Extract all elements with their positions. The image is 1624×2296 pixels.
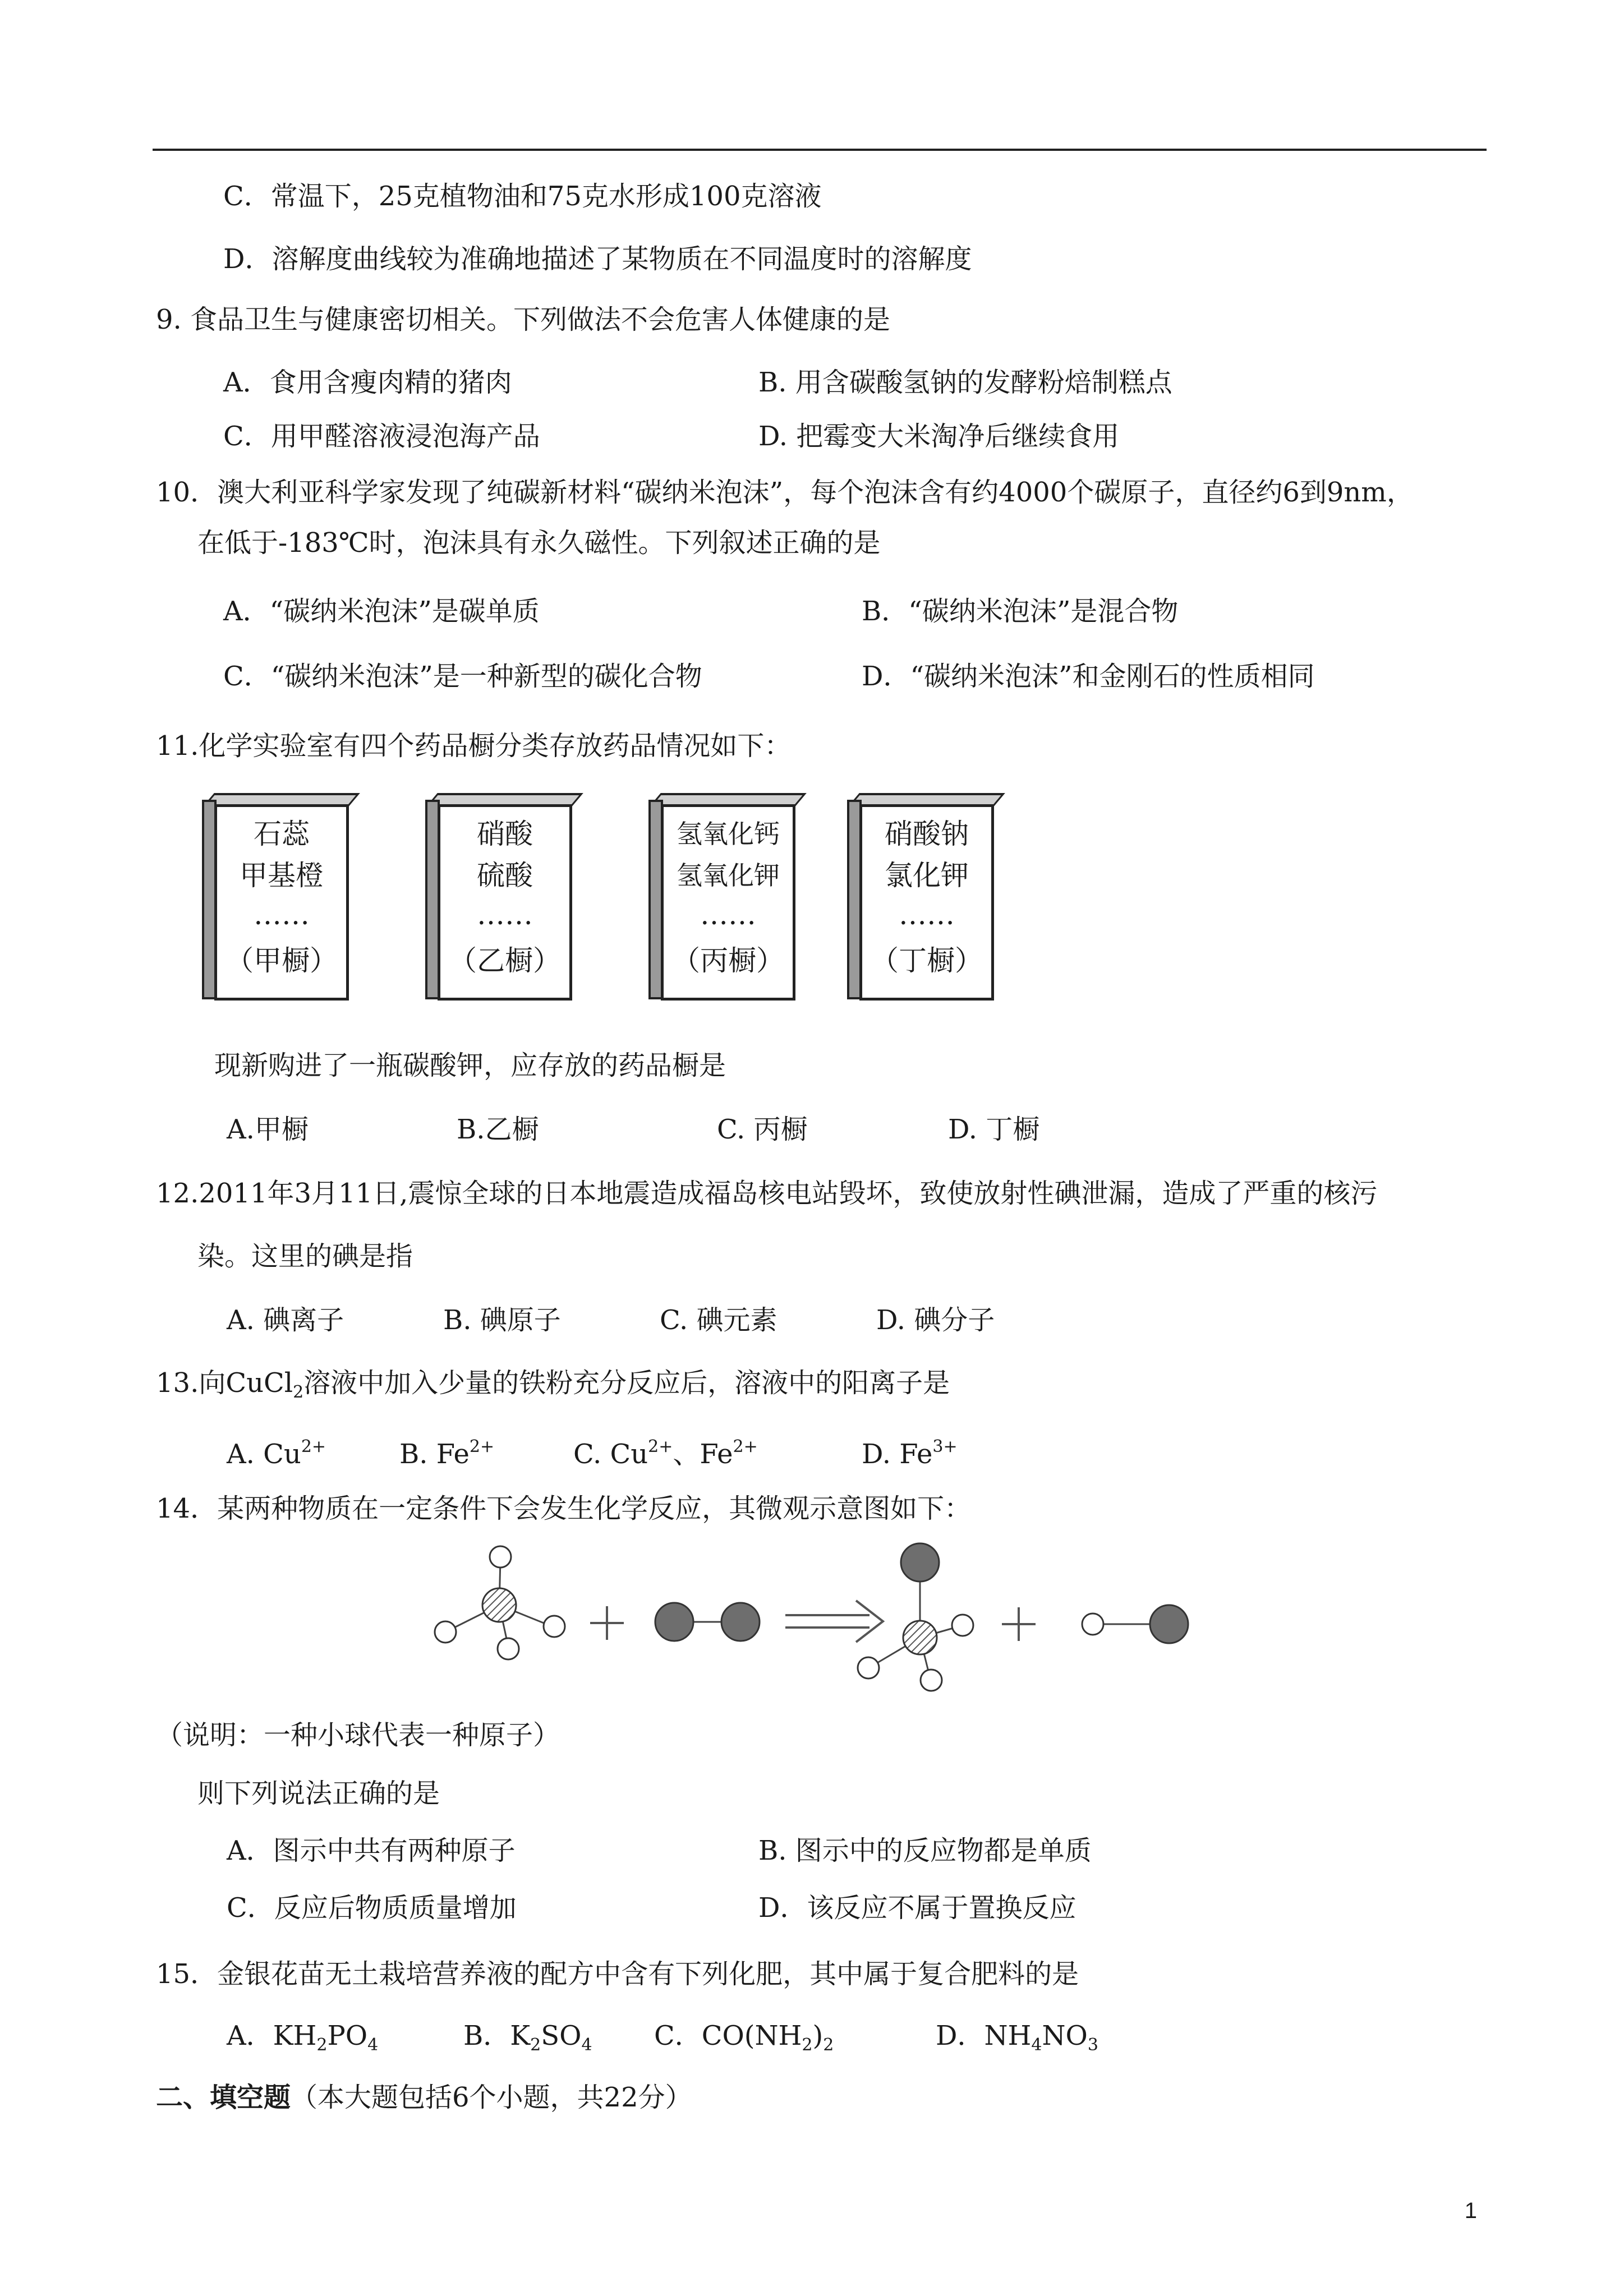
q13-stem-sub: 2	[293, 1382, 304, 1402]
q11-option-b: B.乙橱	[457, 1114, 539, 1145]
cabinet-ding-name: （丁橱）	[871, 944, 983, 977]
q10-option-c: C．“碳纳米泡沫”是一种新型的碳化合物	[223, 661, 702, 692]
q13-b-charge: 2+	[469, 1437, 495, 1456]
cabinet-yi-line1: 硝酸	[477, 818, 533, 850]
q15-c-sub2: 2	[823, 2035, 834, 2055]
q12-option-d: D. 碘分子	[876, 1304, 995, 1336]
page-number: 1	[1464, 2198, 1477, 2223]
q10-option-b: B．“碳纳米泡沫”是混合物	[862, 596, 1179, 627]
header-rule	[153, 149, 1487, 151]
q13-stem	[156, 1366, 950, 1409]
reaction-arrow-icon	[785, 1601, 883, 1642]
q9-option-d: D. 把霉变大米淘净后继续食用	[758, 421, 1120, 452]
q15-d-part2: NO	[1042, 2020, 1088, 2051]
q13-option-a	[227, 1430, 326, 1471]
q15-a-part2: PO	[327, 2020, 368, 2051]
q10-option-a: A．“碳纳米泡沫”是碳单质	[223, 596, 540, 627]
section-2-title: 二、填空题	[156, 2082, 291, 2113]
q11-option-a: A.甲橱	[227, 1114, 309, 1145]
q15-b-part2: SO	[541, 2020, 582, 2051]
q13-c-text2: 、Fe	[673, 1439, 733, 1470]
q14-option-a: A．图示中共有两种原子	[227, 1835, 516, 1866]
q13-option-c	[573, 1430, 758, 1471]
cabinet-ding-line2: 氯化钾	[885, 859, 969, 892]
q13-c-charge: 2+	[648, 1437, 673, 1456]
q13-b-text: B. Fe	[399, 1439, 470, 1470]
q8-option-c: C．常温下，25克植物油和75克水形成100克溶液	[223, 181, 822, 212]
q15-c-part2: )	[812, 2020, 823, 2051]
product-molecule-1	[858, 1543, 973, 1691]
q13-c-charge2: 2+	[733, 1437, 758, 1456]
q14-question: 则下列说法正确的是	[197, 1778, 440, 1809]
cabinet-jia-line1: 石蕊	[254, 818, 310, 850]
reactant-molecule-2	[655, 1603, 760, 1641]
q15-a-sub2: 4	[367, 2035, 379, 2055]
q14-stem: 14．某两种物质在一定条件下会发生化学反应，其微观示意图如下：	[156, 1493, 972, 1524]
q10-stem-line2: 在低于-183℃时，泡沫具有永久磁性。下列叙述正确的是	[197, 527, 881, 559]
cabinet-bing	[647, 793, 798, 1002]
q12-option-a: A. 碘离子	[227, 1304, 344, 1336]
q12-stem-line2: 染。这里的碘是指	[197, 1241, 413, 1272]
q10-stem-line1: 10．澳大利亚科学家发现了纯碳新材料“碳纳米泡沫”，每个泡沫含有约4000个碳原子，直径约6到9nm，	[156, 477, 1414, 508]
q15-a-sub1: 2	[316, 2035, 328, 2055]
q13-a-text: A. Cu	[227, 1439, 301, 1470]
q12-option-c: C. 碘元素	[660, 1304, 778, 1336]
cabinet-ding-dots: ……	[899, 898, 955, 931]
q13-a-charge: 2+	[301, 1437, 326, 1456]
q11-option-c: C. 丙橱	[717, 1114, 808, 1145]
cabinet-jia-line2: 甲基橙	[240, 859, 324, 892]
q13-option-b	[399, 1430, 494, 1471]
section-2-desc: （本大题包括6个小题，共22分）	[291, 2082, 692, 2113]
q14-note: （说明：一种小球代表一种原子）	[156, 1719, 560, 1751]
q15-stem: 15．金银花苗无土栽培营养液的配方中含有下列化肥，其中属于复合肥料的是	[156, 1958, 1079, 1990]
q15-option-a	[227, 2019, 378, 2062]
q13-stem-a: 13.向CuCl	[156, 1367, 293, 1399]
cabinet-yi-name: （乙橱）	[449, 944, 561, 977]
cabinet-ding	[846, 793, 996, 1002]
q13-option-d	[862, 1430, 958, 1471]
reaction-diagram	[415, 1537, 1212, 1705]
cabinet-jia-name: （甲橱）	[226, 944, 338, 977]
cabinet-bing-line2: 氢氧化钾	[677, 860, 780, 891]
cabinet-yi	[424, 793, 574, 1002]
q13-c-text: C. Cu	[573, 1439, 648, 1470]
q14-option-c: C．反应后物质质量增加	[227, 1892, 517, 1924]
q15-option-d	[936, 2019, 1098, 2062]
q14-option-d: D．该反应不属于置换反应	[758, 1892, 1076, 1924]
q13-d-charge: 3+	[932, 1437, 958, 1456]
cabinet-bing-line1: 氢氧化钙	[677, 819, 780, 849]
product-molecule-2	[1082, 1605, 1188, 1643]
q15-d-sub1: 4	[1031, 2035, 1042, 2055]
q9-option-b: B. 用含碳酸氢钠的发酵粉焙制糕点	[758, 367, 1172, 398]
cabinet-yi-line2: 硫酸	[477, 859, 533, 892]
q9-option-a: A．食用含瘦肉精的猪肉	[223, 367, 512, 398]
cabinet-bing-dots: ……	[700, 898, 756, 931]
cabinet-jia	[201, 793, 351, 1002]
cabinet-bing-name: （丙橱）	[672, 944, 784, 977]
q15-option-c	[654, 2019, 834, 2062]
q11-stem: 11.化学实验室有四个药品橱分类存放药品情况如下：	[156, 730, 792, 762]
cabinet-ding-line1: 硝酸钠	[885, 818, 969, 850]
q11-question: 现新购进了一瓶碳酸钾，应存放的药品橱是	[214, 1050, 726, 1081]
q9-stem: 9. 食品卫生与健康密切相关。下列做法不会危害人体健康的是	[156, 304, 891, 335]
q12-option-b: B. 碘原子	[443, 1304, 561, 1336]
q15-option-b	[463, 2019, 592, 2062]
q15-c-sub1: 2	[802, 2035, 813, 2055]
section-2-heading	[156, 2081, 692, 2114]
q10-option-d: D．“碳纳米泡沫”和金刚石的性质相同	[862, 661, 1315, 692]
q8-option-d: D．溶解度曲线较为准确地描述了某物质在不同温度时的溶解度	[223, 243, 972, 275]
q15-a-part1: A．KH	[227, 2020, 317, 2051]
q9-option-c: C．用甲醛溶液浸泡海产品	[223, 421, 540, 452]
q15-d-sub2: 3	[1087, 2035, 1098, 2055]
q14-option-b: B. 图示中的反应物都是单质	[758, 1835, 1092, 1866]
plus-sign-icon	[590, 1606, 624, 1640]
reactant-molecule-1	[435, 1546, 565, 1659]
cabinet-yi-dots: ……	[477, 898, 533, 931]
q11-option-d: D. 丁橱	[948, 1114, 1040, 1145]
cabinet-jia-dots: ……	[254, 898, 310, 931]
q15-c-part1: C．CO(NH	[654, 2020, 802, 2051]
q15-b-sub1: 2	[530, 2035, 541, 2055]
q15-b-part1: B．K	[463, 2020, 531, 2051]
q13-stem-b: 溶液中加入少量的铁粉充分反应后，溶液中的阳离子是	[303, 1367, 950, 1399]
q12-stem-line1: 12.2011年3月11日,震惊全球的日本地震造成福岛核电站毁坏，致使放射性碘泄漏，造成了严重的核污	[156, 1178, 1378, 1209]
q13-d-text: D. Fe	[862, 1439, 933, 1470]
plus-sign-icon	[1002, 1607, 1036, 1641]
q15-b-sub2: 4	[581, 2035, 592, 2055]
q15-d-part1: D．NH	[936, 2020, 1032, 2051]
